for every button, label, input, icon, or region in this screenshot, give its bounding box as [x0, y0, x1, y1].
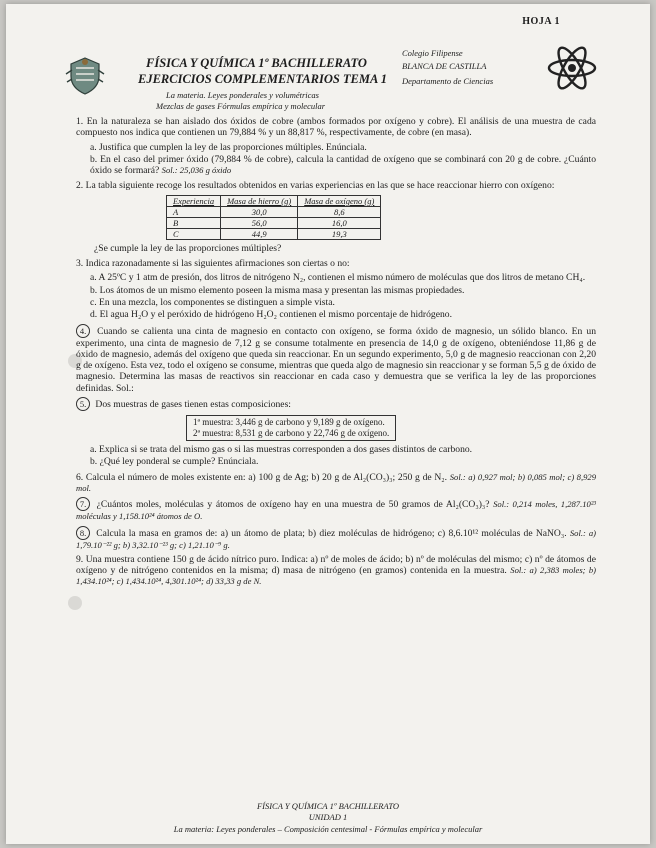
solution: Sol.: 25,036 g óxido: [161, 165, 232, 176]
table-cell: 8,6: [298, 206, 381, 217]
exercise-4: [76, 324, 596, 394]
school-name: Colegio Filipense: [402, 48, 463, 58]
topic-line-2: Mezclas de gases Fórmulas empírica y molecular: [156, 101, 326, 111]
exercise-7: [76, 497, 596, 522]
exercise-8: [76, 526, 596, 551]
sample-2: 2ª muestra: 8,531 g de carbono y 22,746 g de oxígeno.: [193, 428, 390, 439]
exercise-5-part-b: b. ¿Qué ley ponderal se cumple? Enúnciala.: [90, 456, 259, 468]
sample-1: 1ª muestra: 3,446 g de carbono y 9,189 g de oxígeno.: [193, 417, 385, 428]
data-table: [166, 195, 381, 240]
table-row: [167, 217, 381, 228]
footer-title: FÍSICA Y QUÍMICA 1º BACHILLERATO: [256, 801, 400, 811]
table-cell: C: [167, 228, 221, 239]
exercise-number: 4.: [76, 324, 90, 338]
exercise-list: [76, 116, 596, 591]
exercise-number: 7.: [76, 497, 90, 511]
school-crest-icon: [64, 54, 106, 96]
exercise-text: Cuando se calienta una cinta de magnesio en contacto con oxígeno, se forma óxido de magnesio, un sólido blanco. En un experimento, una cinta de magnesio de 7,12 g se consume totalmente en presencia de 14,0 g de oxígeno, obteniéndose 11,86 g de óxido de magnesio, además del oxígeno que queda sin reaccionar. En un segundo experimento, 5,0 g de magnesio reaccionan con 2,20 g de oxígeno. Esta vez, todo el oxígeno se consume, mientras que queda algo de magnesio sin reaccionar y se forman 5,5 g de óxido de magnesio. Determina las masas de reactivos sin reaccionar en cada caso y demuestra que se verifica la ley de las proporciones definidas. Sol.:: [76, 325, 597, 394]
table-cell: B: [167, 217, 221, 228]
worksheet-page: [6, 4, 650, 844]
exercise-text: ¿Cuántos moles, moléculas y átomos de oxígeno hay en una muestra de 50 gramos de Al₂(CO₃)₃?: [96, 499, 490, 511]
column-header: Experiencia: [167, 195, 221, 206]
punch-hole: [68, 596, 82, 610]
table-cell: A: [167, 206, 221, 217]
exercise-6: [76, 472, 596, 495]
department-name: Departamento de Ciencias: [402, 76, 494, 86]
exercise-text: Calcula la masa en gramos de: a) un átomo de plata; b) diez moléculas de hidrógeno; c) 8,6.10¹² moléculas de NaNO₃.: [96, 527, 567, 539]
exercise-3-part-a: a. A 25ºC y 1 atm de presión, dos litros de nitrógeno N₂, contienen el mismo número de moléculas que dos litros de metano CH₄.: [90, 272, 586, 284]
topic-line-1: La materia. Leyes ponderales y volumétricas: [166, 90, 319, 100]
column-header: Masa de oxígeno (g): [298, 195, 381, 206]
exercise-1-part-a: a. Justifica que cumplen la ley de las proporciones múltiples. Enúnciala.: [90, 141, 367, 153]
solution: Sol.: a) 2,383 moles; b) 1,434.10²⁴; c) 1,434.10²⁴, 4,301.10²⁴; d) 33,33 g de N.: [76, 565, 596, 587]
exercise-1-part-b: [90, 154, 596, 177]
footer-unit: UNIDAD 1: [308, 812, 348, 822]
table-cell: 30,0: [221, 206, 298, 217]
page-title: FÍSICA Y QUÍMICA 1º BACHILLERATO: [146, 56, 367, 70]
table-row: [167, 228, 381, 239]
exercise-3-part-c: c. En una mezcla, los componentes se distinguen a simple vista.: [90, 296, 335, 308]
school-name-2: BLANCA DE CASTILLA: [402, 61, 487, 71]
composition-box: [186, 415, 396, 441]
footer-topic: La materia: Leyes ponderales – Composición centesimal - Fórmulas empírica y molecular: [173, 824, 483, 834]
table-cell: 44,9: [221, 228, 298, 239]
sheet-label: HOJA 1: [522, 16, 560, 27]
solution: Sol.: 0,214 moles, 1,287.10²³ moléculas y 1,158.10²⁴ átomos de O.: [76, 499, 596, 522]
table-row: [167, 206, 381, 217]
part-text: b. En el caso del primer óxido (79,884 % de cobre), calcula la cantidad de oxígeno que se combinará con 20 g de cobre. ¿Cuánto óxido se formará?: [90, 153, 596, 177]
solution: Sol.: a) 1,79.10⁻²² g; b) 3,32.10⁻²³ g; c) 1,21.10⁻⁹ g.: [76, 527, 596, 550]
exercise-9: [76, 554, 596, 588]
column-header: Masa de hierro (g): [221, 195, 298, 206]
page-subtitle: EJERCICIOS COMPLEMENTARIOS TEMA 1: [138, 72, 388, 86]
exercise-5: [76, 397, 596, 411]
exercise-3-part-b: b. Los átomos de un mismo elemento poseen la misma masa y presentan las mismas propiedades.: [90, 284, 465, 296]
exercise-1: [76, 116, 596, 139]
table-cell: 16,0: [298, 217, 381, 228]
exercise-number: 8.: [76, 526, 90, 540]
table-header-row: [167, 195, 381, 206]
exercise-number: 5.: [76, 397, 90, 411]
exercise-3-part-d: d. El agua H₂O y el peróxido de hidrógeno H₂O₂ contienen el mismo porcentaje de hidrógeno.: [90, 309, 452, 321]
exercise-5-part-a: a. Explica si se trata del mismo gas o si las muestras corresponden a dos gases distintos de carbono.: [90, 444, 473, 456]
exercise-2-question: ¿Se cumple la ley de las proporciones múltiples?: [94, 242, 282, 254]
table-cell: 56,0: [221, 217, 298, 228]
atom-icon: [546, 42, 598, 94]
exercise-text: Dos muestras de gases tienen estas composiciones:: [95, 399, 291, 411]
solution: Sol.: a) 0,927 mol; b) 0,085 mol; c) 8,929 mol.: [76, 471, 597, 493]
exercise-text: 1. En la naturaleza se han aislado dos óxidos de cobre (ambos formados por oxígeno y cobre). El análisis de una muestra de cada compuesto nos indica que contienen un 79,884 % y un 88,817 %, respectivamente, de cobre (en masa).: [76, 116, 596, 139]
exercise-text: 9. Una muestra contiene 150 g de ácido nítrico puro. Indica: a) nº de moles de ácido; b) nº de moléculas del mismo; c) nº de átomos de oxígeno y de nitrógeno contenidos en la misma; d) masa de nitrógeno (en gramos) contenida en la muestra.: [76, 553, 596, 577]
exercise-3: 3. Indica razonadamente si las siguientes afirmaciones son ciertas o no:: [76, 258, 350, 270]
exercise-text: 6. Calcula el número de moles existente en: a) 100 g de Ag; b) 20 g de Al₂(CO₃)₃; 250 g de N₂.: [76, 471, 448, 483]
table-cell: 19,3: [298, 228, 381, 239]
exercise-2: 2. La tabla siguiente recoge los resultados obtenidos en varias experiencias en las que se hace reaccionar hierro con oxígeno:: [76, 180, 555, 192]
